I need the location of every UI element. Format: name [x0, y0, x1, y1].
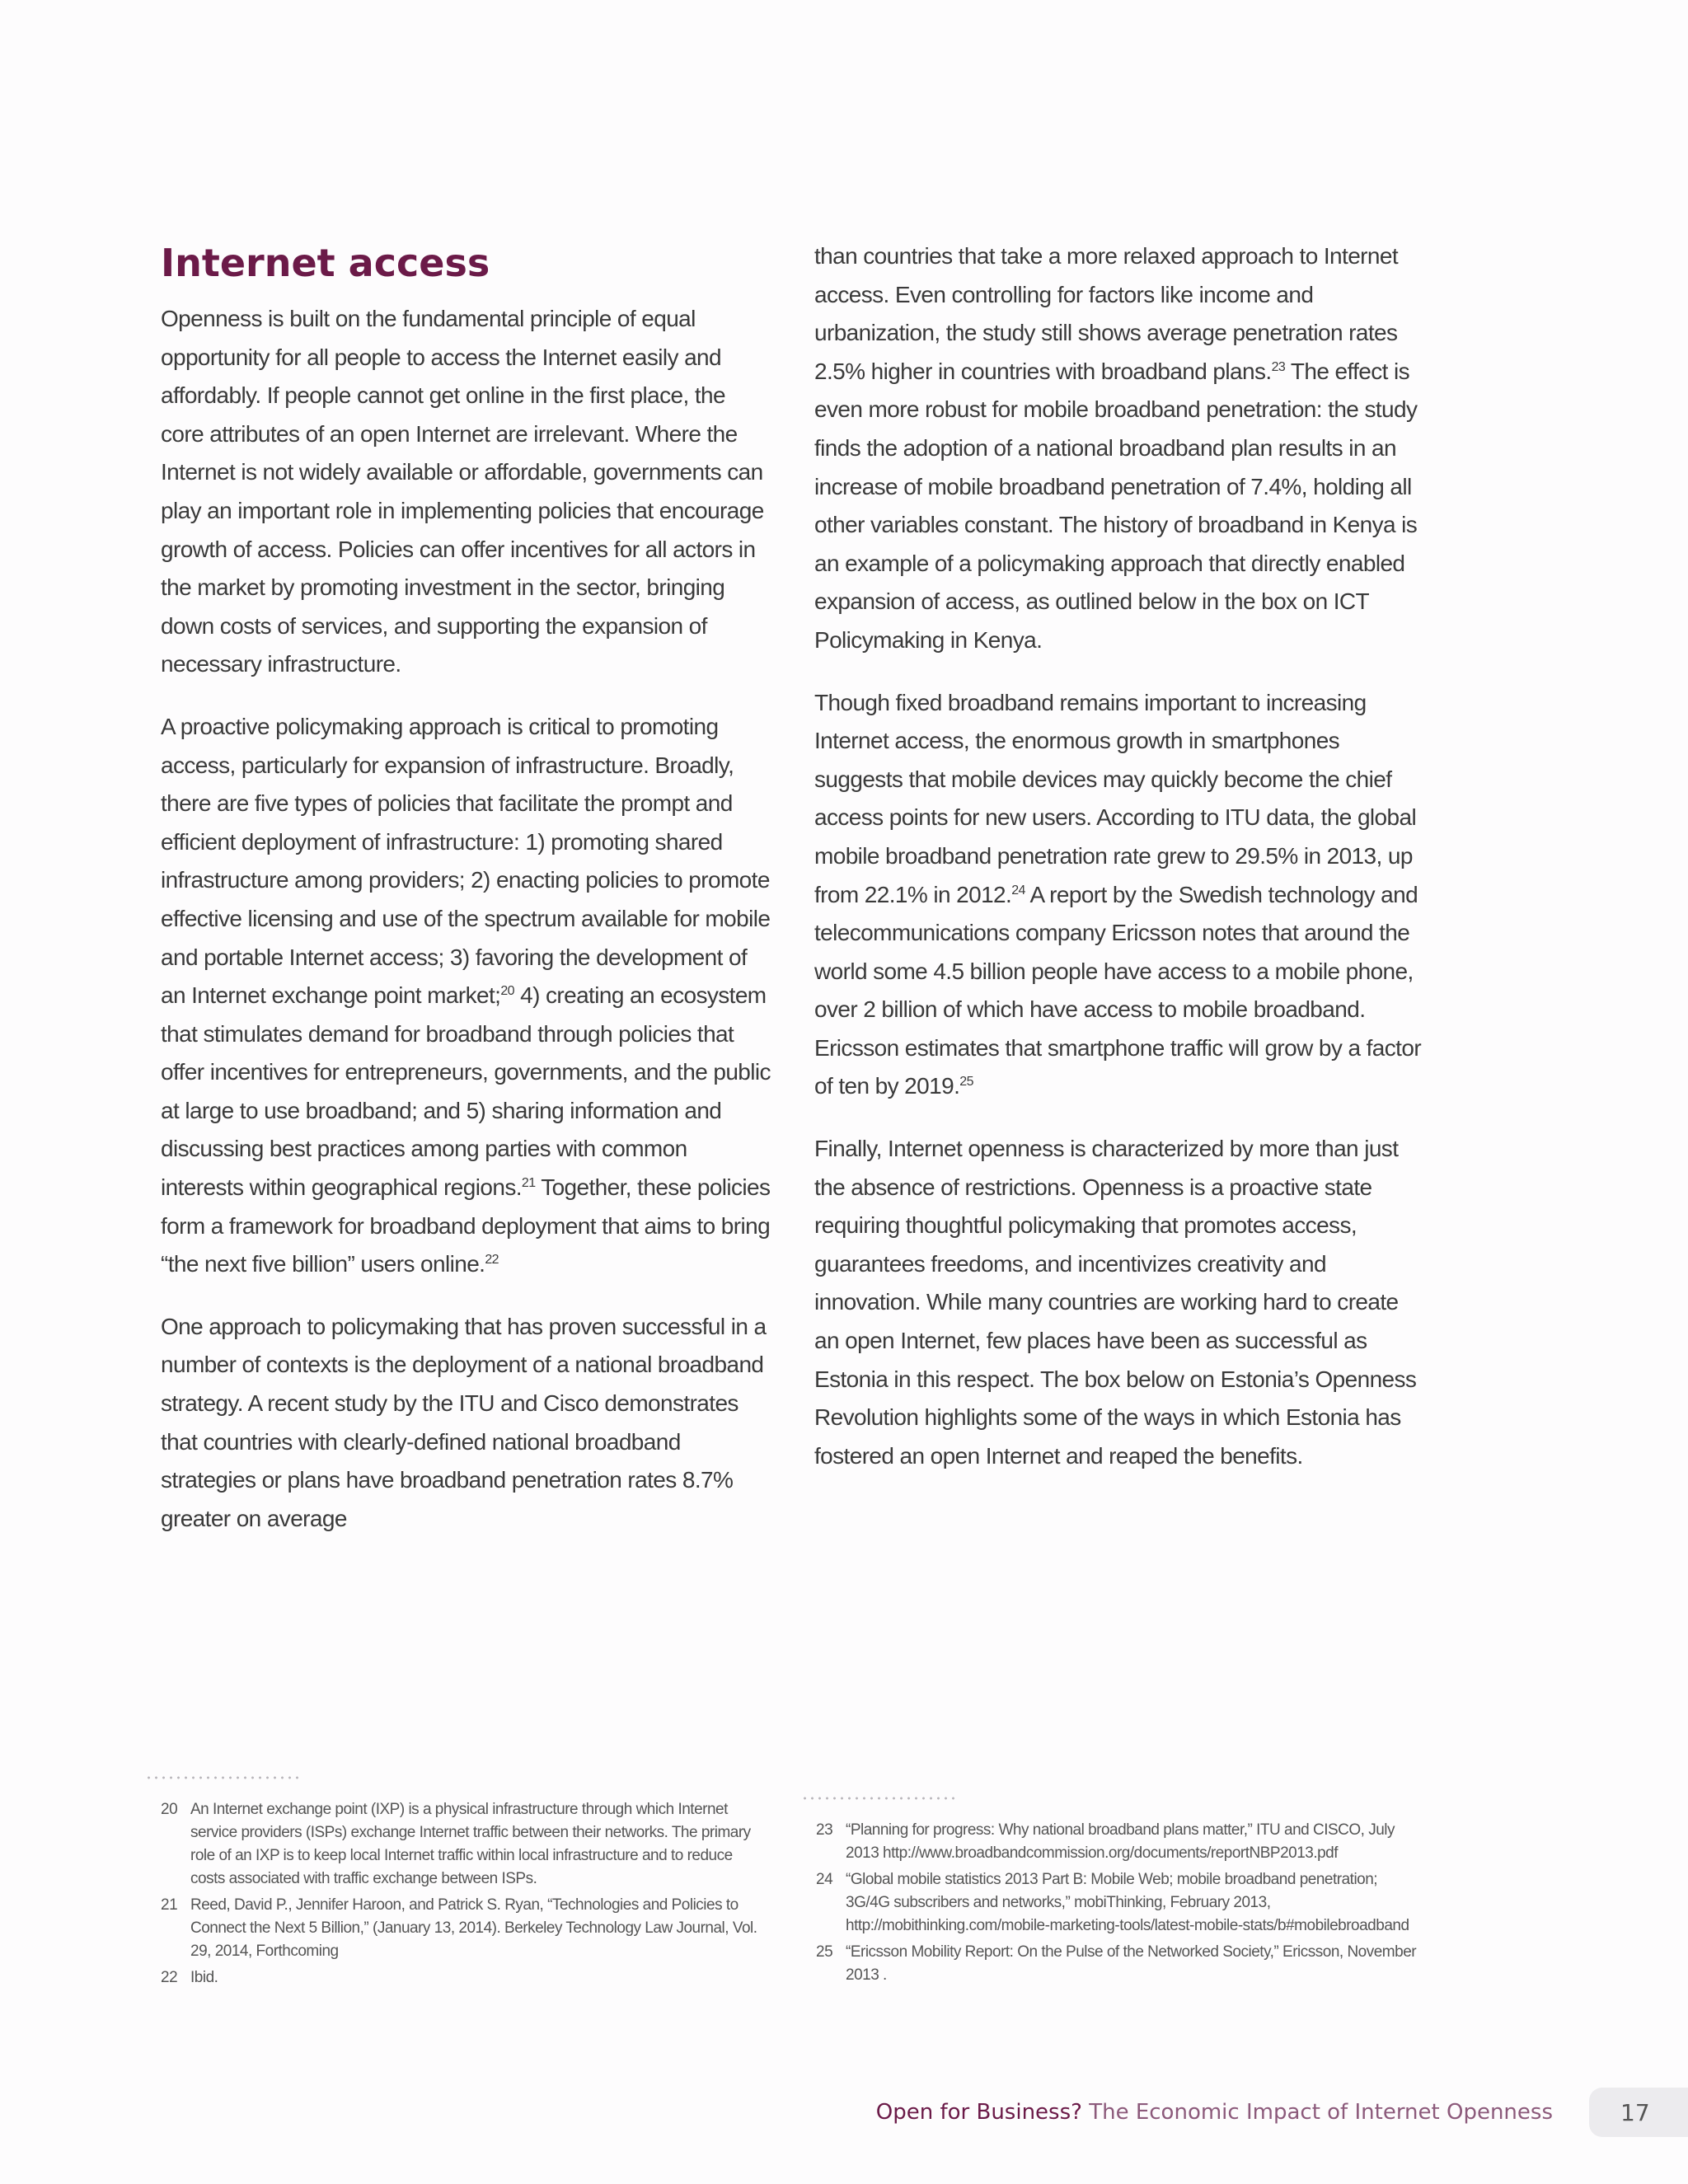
footnote-text: “Global mobile statistics 2013 Part B: Mobile Web; mobile broadband penetration; 3G/4G subscribers and networks,” mobiThinking, February 2013, http://mobithinking.com/mobile-marketing-tools/latest-mobile-stats/b#mobilebroadband	[846, 1871, 1409, 1934]
page-number: 17	[1589, 2088, 1688, 2137]
footnote-number: 22	[161, 1969, 178, 1986]
left-column	[161, 300, 771, 1538]
footnotes-right	[816, 1819, 1422, 1990]
footnote-divider-left	[145, 1776, 302, 1779]
footnote-item	[816, 1819, 1422, 1865]
footnote-ref-22[interactable]: 22	[485, 1253, 499, 1268]
page-footer	[876, 2088, 1688, 2137]
footnote-item	[816, 1941, 1422, 1987]
footnote-item	[816, 1868, 1422, 1938]
paragraph-mobile-growth: Though fixed broadband remains important to increasing Internet access, the enormous growth in smartphones suggests that mobile devices may quickly become the chief access points for new users. According to ITU data, the global mobile broadband penetration rate grew to 29.5% in 2013, up from 22.1% in 2012.24 A report by the Swedish technology and telecommunications company Ericsson notes that around the world some 4.5 billion people have access to a mobile phone, over 2 billion of which have access to mobile broadband. Ericsson estimates that smartphone traffic will grow by a factor of ten by 2019.25	[814, 689, 1422, 1099]
footnotes-left	[161, 1798, 767, 1993]
footnote-ref-23[interactable]: 23	[1271, 359, 1286, 374]
footnote-ref-21[interactable]: 21	[521, 1176, 536, 1191]
footnote-item	[161, 1894, 767, 1963]
footnote-number: 24	[816, 1871, 833, 1888]
footnote-item	[161, 1966, 767, 1990]
footnote-text: Ibid.	[190, 1969, 218, 1986]
section-heading: Internet access	[161, 241, 490, 285]
footnote-divider-right	[801, 1797, 958, 1800]
paragraph-openness-estonia: Finally, Internet openness is characterized by more than just the absence of restrictions. Openness is a proactive state requiring thoughtful policymaking that promotes access, guarantees freedoms, and incentivizes creativity and innovation. While many countries are working hard to create an open Internet, few places have been as successful as Estonia in this respect. The box below on Estonia’s Openness Revolution highlights some of the ways in which Estonia has fostered an open Internet and reaped the benefits.	[814, 1136, 1417, 1469]
footnote-number: 20	[161, 1801, 178, 1818]
footnote-item	[161, 1798, 767, 1891]
footnote-text: “Planning for progress: Why national broadband plans matter,” ITU and CISCO, July 2013 http://www.broadbandcommission.org/documents/reportNBP2013.pdf	[846, 1821, 1395, 1862]
footnote-text: An Internet exchange point (IXP) is a physical infrastructure through which Internet service providers (ISPs) exchange Internet traffic between their networks. The primary role of an IXP is to keep local Internet traffic within local infrastructure and to reduce costs associated with traffic exchange between ISPs.	[190, 1801, 751, 1887]
running-title-rest: The Economic Impact of Internet Openness	[1081, 2100, 1553, 2125]
right-column	[814, 237, 1424, 1475]
footnote-number: 21	[161, 1896, 178, 1914]
paragraph-broadband-strategy: One approach to policymaking that has proven successful in a number of contexts is the deployment of a national broadband strategy. A recent study by the ITU and Cisco demonstrates that countries with clearly-defined national broadband strategies or plans have broadband penetration rates 8.7% greater on average	[161, 1313, 767, 1531]
paragraph-penetration-rates: than countries that take a more relaxed approach to Internet access. Even controlling for factors like income and urbanization, the study still shows average penetration rates 2.5% higher in countries with broadband plans.$^{23}$ The effect is even more robust for mobile broadband penetration: the study finds the adoption of a national broadband plan results in an increase of mobile broadband penetration of 7.4%, holding all other variables constant. The history of broadband in Kenya is an example of a policymaking approach that directly enabled expansion of access, as outlined below in the box on ICT Policymaking in Kenya.	[814, 243, 1418, 653]
footnote-ref-25[interactable]: 25	[959, 1075, 973, 1090]
footnote-ref-24[interactable]: 24	[1011, 883, 1025, 898]
running-title	[876, 2100, 1553, 2125]
footnote-text: Reed, David P., Jennifer Haroon, and Patrick S. Ryan, “Technologies and Policies to Connect the Next 5 Billion,” (January 13, 2014). Berkeley Technology Law Journal, Vol. 29, 2014, Forthcoming	[190, 1896, 757, 1960]
paragraph-policymaking: A proactive policymaking approach is critical to promoting access, particularly for expansion of infrastructure. Broadly, there are five types of policies that facilitate the prompt and efficient deployment of infrastructure: 1) promoting shared infrastructure among providers; 2) enacting policies to promote effective licensing and use of the spectrum available for mobile and portable Internet access; 3) favoring the development of an Internet exchange point market;$^{20}$ 4) creating an ecosystem that stimulates demand for broadband through policies that offer incentives for entrepreneurs, governments, and the public at large to use broadband; and 5) sharing information and discussing best practices among parties with common interests within geographical regions.$^{21}$ Together, these policies form a framework for broadband deployment that aims to bring “the next five billion” users online.$^{22}$	[161, 713, 771, 1277]
footnote-text: “Ericsson Mobility Report: On the Pulse of the Networked Society,” Ericsson, November 2013 .	[846, 1943, 1417, 1984]
footnote-ref-20[interactable]: 20	[500, 984, 514, 999]
paragraph-openness: Openness is built on the fundamental principle of equal opportunity for all people to access the Internet easily and affordably. If people cannot get online in the first place, the core attributes of an open Internet are irrelevant. Where the Internet is not widely available or affordable, governments can play an important role in implementing policies that encourage growth of access. Policies can offer incentives for all actors in the market by promoting investment in the sector, bringing down costs of services, and supporting the expansion of necessary infrastructure.	[161, 306, 764, 677]
footnote-number: 23	[816, 1821, 833, 1839]
running-title-bold: Open for Business?	[875, 2100, 1082, 2125]
footnote-number: 25	[816, 1943, 833, 1961]
